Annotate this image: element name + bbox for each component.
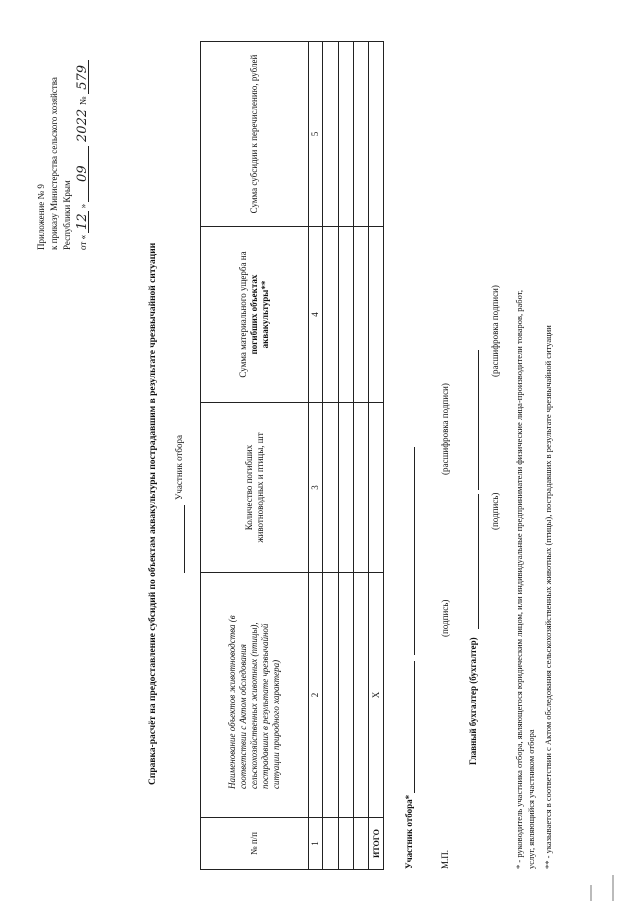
table-row — [339, 42, 354, 870]
total-col2: Х — [369, 573, 384, 818]
total-label: ИТОГО — [369, 818, 384, 870]
header-count: Количество погибших животноводных и птицы, шт — [201, 403, 309, 573]
footnote-1-line-1: * - руководитель участника отбора, являющегося юридическим лицом, или индивидуальные предприниматели физические лица-производители товаров, работ, — [514, 290, 524, 869]
header-subsidy: Сумма субсидии к перечислению, рублей — [201, 42, 309, 227]
header-damage-bold: погибших объектах аквакультуры** — [249, 274, 270, 355]
table-row — [354, 42, 369, 870]
order-date-line — [77, 60, 89, 250]
date-mid: » — [78, 203, 88, 209]
document-title: Справка-расчёт на предоставление субсидий по объектам аквакультуры пострадавшим в результате чрезвычайной ситуации — [148, 242, 158, 785]
number-prefix: № — [78, 96, 88, 106]
participant-decode-line — [414, 447, 415, 655]
accountant-signature-caption: (подпись) — [490, 492, 500, 530]
colnum-3: 3 — [309, 403, 323, 573]
scan-mark — [612, 875, 614, 901]
table-cell — [339, 403, 354, 573]
table-cell — [339, 573, 354, 818]
accountant-decode-line — [478, 350, 479, 490]
table-cell — [323, 818, 339, 870]
order-line-2: Республики Крым — [62, 180, 72, 250]
table-cell — [354, 227, 369, 403]
subsidy-table — [200, 41, 384, 870]
table-cell — [369, 227, 384, 403]
colnum-1: 1 — [309, 818, 323, 870]
colnum-5: 5 — [309, 42, 323, 227]
order-line-1: к приказу Министерства сельского хозяйства — [49, 77, 59, 250]
date-day: 12 — [77, 211, 89, 233]
appendix-label: Приложение № 9 — [36, 184, 46, 250]
table-cell — [323, 403, 339, 573]
date-prefix: от « — [78, 234, 88, 250]
footnote-2: ** - указывается в соответствии с Актом обследования сельскохозяйственных животных (птицы), пострадавших в результате чрезвычайной ситуации — [543, 325, 553, 869]
table-cell — [354, 573, 369, 818]
participant-signature-caption: (подпись) — [440, 599, 450, 637]
scan-mark — [590, 885, 592, 901]
date-year: 2022 — [75, 108, 90, 142]
participant-signature-label: Участник отбора* — [404, 794, 414, 869]
table-row — [323, 42, 339, 870]
header-num: № п/п — [201, 818, 309, 870]
table-cell — [323, 42, 339, 227]
colnum-4: 4 — [309, 227, 323, 403]
table-cell — [339, 42, 354, 227]
participant-line — [184, 505, 185, 573]
header-damage — [201, 227, 309, 403]
footnote-1-line-2: услуг, являющийся участником отбора — [526, 729, 536, 869]
table-cell — [354, 42, 369, 227]
table-header-row — [201, 42, 309, 870]
table-total-row — [369, 42, 384, 870]
accountant-signature-line — [478, 494, 479, 629]
table-cell — [369, 403, 384, 573]
accountant-decode-caption: (расшифровка подписи) — [490, 285, 500, 377]
accountant-label: Главный бухгалтер (бухгалтер) — [468, 637, 478, 765]
table-cell — [369, 42, 384, 227]
participant-signature-line — [414, 661, 415, 793]
table-cell — [354, 818, 369, 870]
table-cell — [354, 403, 369, 573]
stamp-label: М.П. — [440, 849, 450, 869]
table-colnum-row — [309, 42, 323, 870]
participant-decode-caption: (расшифровка подписи) — [440, 383, 450, 475]
header-damage-text: Сумма материального ущерба на — [238, 251, 248, 378]
colnum-2: 2 — [309, 573, 323, 818]
participant-label: Участник отбора — [174, 435, 184, 500]
table-cell — [323, 227, 339, 403]
order-number: 579 — [77, 60, 89, 94]
date-month: 09 — [77, 146, 89, 202]
header-objects: Наименование объектов животноводства (в соответствии с Актом обследования сельскохозяйственных животных (птицы), пострадавших в результате чрезвычайной ситуации природного характера) — [201, 573, 309, 818]
table-cell — [339, 818, 354, 870]
table-cell — [339, 227, 354, 403]
table-cell — [323, 573, 339, 818]
